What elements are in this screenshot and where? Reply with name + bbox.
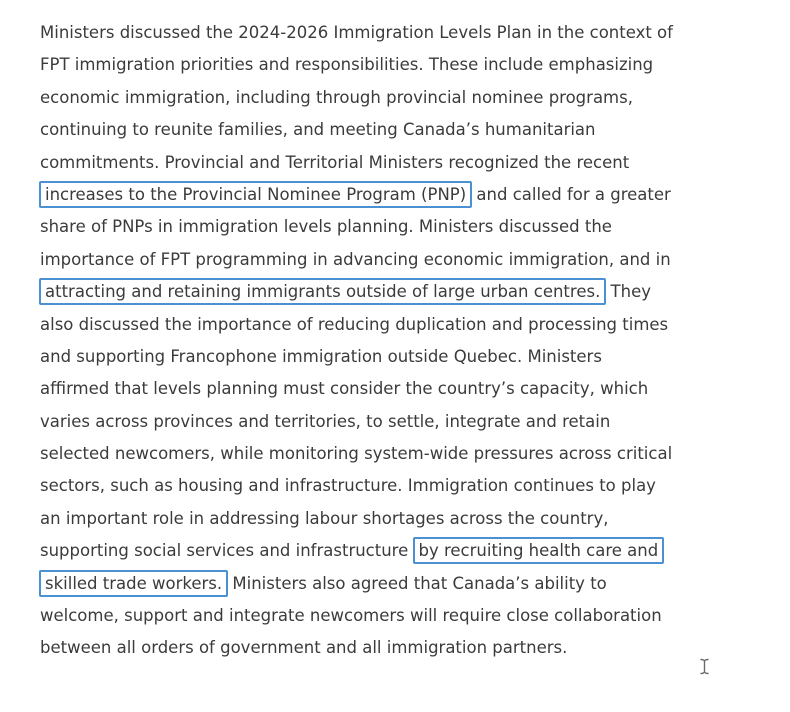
- text-segment: share of PNPs in immigration levels planning. Ministers discussed the: [40, 217, 612, 237]
- text-segment: an important role in addressing labour shortages across the country,: [40, 508, 609, 528]
- text-line: [40, 17, 760, 49]
- text-segment: also discussed the importance of reducing duplication and processing times: [40, 314, 669, 334]
- text-segment: and supporting Francophone immigration outside Quebec. Ministers: [40, 346, 602, 366]
- text-line: [40, 632, 760, 664]
- text-line: [40, 406, 760, 438]
- text-segment: They: [605, 282, 652, 302]
- text-segment: sectors, such as housing and infrastructure. Immigration continues to play: [40, 476, 656, 496]
- text-line: [40, 341, 760, 373]
- text-line: [40, 438, 760, 470]
- text-segment: varies across provinces and territories, to settle, integrate and retain: [40, 411, 611, 431]
- text-segment: selected newcomers, while monitoring system-wide pressures across critical: [40, 444, 673, 464]
- highlight-box: skilled trade workers.: [39, 570, 228, 597]
- text-segment: supporting social services and infrastructure: [40, 541, 414, 561]
- text-line: [40, 114, 760, 146]
- text-line: [40, 470, 760, 502]
- text-segment: between all orders of government and all immigration partners.: [40, 638, 568, 658]
- text-line: [40, 276, 760, 308]
- text-line: [40, 147, 760, 179]
- text-line: [40, 373, 760, 405]
- text-line: [40, 211, 760, 243]
- text-line: [40, 535, 760, 567]
- text-line: [40, 82, 760, 114]
- highlight-box: by recruiting health care and: [413, 537, 665, 564]
- text-segment: commitments. Provincial and Territorial Ministers recognized the recent: [40, 152, 630, 172]
- text-line: [40, 568, 760, 600]
- highlight-box: attracting and retaining immigrants outside of large urban centres.: [39, 278, 606, 305]
- text-line: [40, 309, 760, 341]
- text-segment: economic immigration, including through provincial nominee programs,: [40, 87, 633, 107]
- text-line: [40, 600, 760, 632]
- highlight-box: increases to the Provincial Nominee Program (PNP): [39, 181, 472, 208]
- text-line: [40, 49, 760, 81]
- paragraph: [40, 17, 760, 665]
- text-segment: importance of FPT programming in advancing economic immigration, and in: [40, 249, 671, 269]
- text-segment: and called for a greater: [471, 184, 671, 204]
- text-line: [40, 179, 760, 211]
- text-segment: continuing to reunite families, and meeting Canada’s humanitarian: [40, 120, 596, 140]
- text-segment: Ministers also agreed that Canada’s ability to: [227, 573, 607, 593]
- text-line: [40, 503, 760, 535]
- text-segment: FPT immigration priorities and responsibilities. These include emphasizing: [40, 55, 654, 75]
- text-segment: Ministers discussed the 2024-2026 Immigration Levels Plan in the context of: [40, 23, 673, 42]
- text-segment: affirmed that levels planning must consider the country’s capacity, which: [40, 379, 649, 399]
- text-line: [40, 244, 760, 276]
- text-segment: welcome, support and integrate newcomers will require close collaboration: [40, 606, 662, 626]
